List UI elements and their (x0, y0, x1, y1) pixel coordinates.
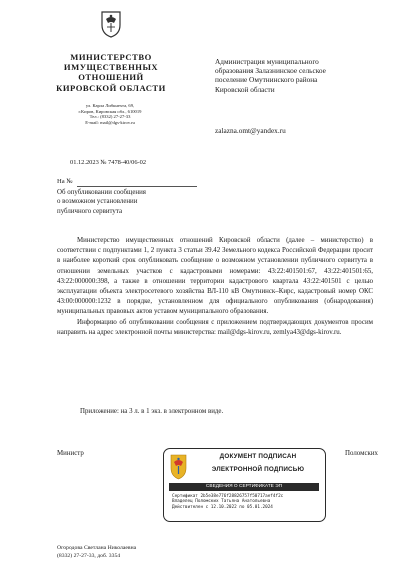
address-phone: Тел.: (8332) 27-27-33 (89, 114, 131, 120)
recipient-line: Администрация муниципального (215, 57, 319, 66)
kirov-oblast-emblem-icon (170, 454, 187, 480)
ministry-name (40, 52, 182, 93)
kirov-oblast-coat-of-arms-icon (100, 10, 122, 38)
address-line: г.Киров, Кировская обл., 610019 (78, 108, 142, 114)
letter-body (57, 236, 373, 338)
signer-title: Министр (57, 450, 84, 457)
stamp-certificate-bar: СВЕДЕНИЯ О СЕРТИФИКАТЕ ЭП (169, 483, 319, 491)
address-line: ул. Карла Либкнехта, 69, (85, 103, 135, 108)
stamp-owner: Владелец Поломских Татьяна Анатольевна (172, 499, 271, 505)
recipient-line: Кировской области (215, 84, 275, 94)
subject-line: о возможном установлении (57, 198, 138, 206)
ministry-name-line: КИРОВСКОЙ ОБЛАСТИ (56, 82, 166, 93)
electronic-signature-stamp (163, 448, 326, 522)
letter-subject (57, 188, 187, 216)
stamp-heading: ЭЛЕКТРОННОЙ ПОДПИСЬЮ (211, 466, 305, 473)
address-email: E-mail: mail@dgs-kirov.ru (85, 119, 135, 125)
recipient-line: образования Залазнинское сельское (215, 66, 326, 76)
body-paragraph: Информацию об опубликовании сообщения с приложением подтверждающих документов просим направить на адрес электронной почты министерства: mail@dgs-kirov.ru, zemlya43@dgs-kirov.ru. (57, 318, 373, 336)
reference-number-label: На № (57, 178, 73, 185)
stamp-validity: Действителен с 12.10.2022 по 05.01.2024 (172, 504, 273, 510)
stamp-certificate-info (172, 494, 324, 510)
executor-phone: (8332) 27-27-33, доб. 3354 (57, 553, 121, 560)
stamp-certificate-number: Сертификат 2b5e38e776f28826757f50717aef4f2c (172, 494, 284, 499)
stamp-heading: ДОКУМЕНТ ПОДПИСАН (219, 453, 297, 460)
recipient-block (215, 57, 395, 94)
ministry-name-line: ОТНОШЕНИЙ (78, 72, 144, 83)
ministry-name-line: МИНИСТЕРСТВО (70, 52, 152, 62)
subject-line: Об опубликовании сообщения (57, 189, 146, 196)
attachment-note: Приложение: на 3 л. в 1 экз. в электронном виде. (80, 408, 224, 415)
executor-name: Огородова Светлана Николаевна (57, 545, 137, 551)
document-date-number: 01.12.2023 № 7478-40/06-02 (70, 159, 147, 166)
subject-line: публичного сервитута (57, 207, 123, 215)
reference-number-underline (77, 186, 197, 187)
ministry-address (60, 103, 160, 125)
body-paragraph: Министерство имущественных отношений Кировской области (далее – министерство) в соответствии с подпунктами 1, 2 пункта 3 статьи 39.42 Земельного кодекса Российской Федерации просит в наиболее короткий срок опубликовать сообщение о возможном установлении публичного сервитута в отношении земельных участков с кадастровыми номерами: 43:22:401501:67, 43:22:401501:65, 43:22:000000:398, а также в отношении территории кадастрового квартала 43:22:401501 с целью эксплуатации объекта электросетевого хозяйства ВЛ-110 кВ Омутнинск–Кирс, кадастровый номер ОКС 43:00:000000:1232 в порядке, установленном для официального опубликования (обнародования) муниципальных правовых актов уставом муниципального образования. (57, 237, 373, 316)
recipient-line: поселение Омутнинского района (215, 75, 318, 85)
ministry-name-line: ИМУЩЕСТВЕННЫХ (63, 62, 159, 73)
signer-name: Поломских (345, 450, 378, 457)
executor-info (57, 544, 136, 561)
recipient-email: zalazna.omt@yandex.ru (215, 126, 286, 135)
